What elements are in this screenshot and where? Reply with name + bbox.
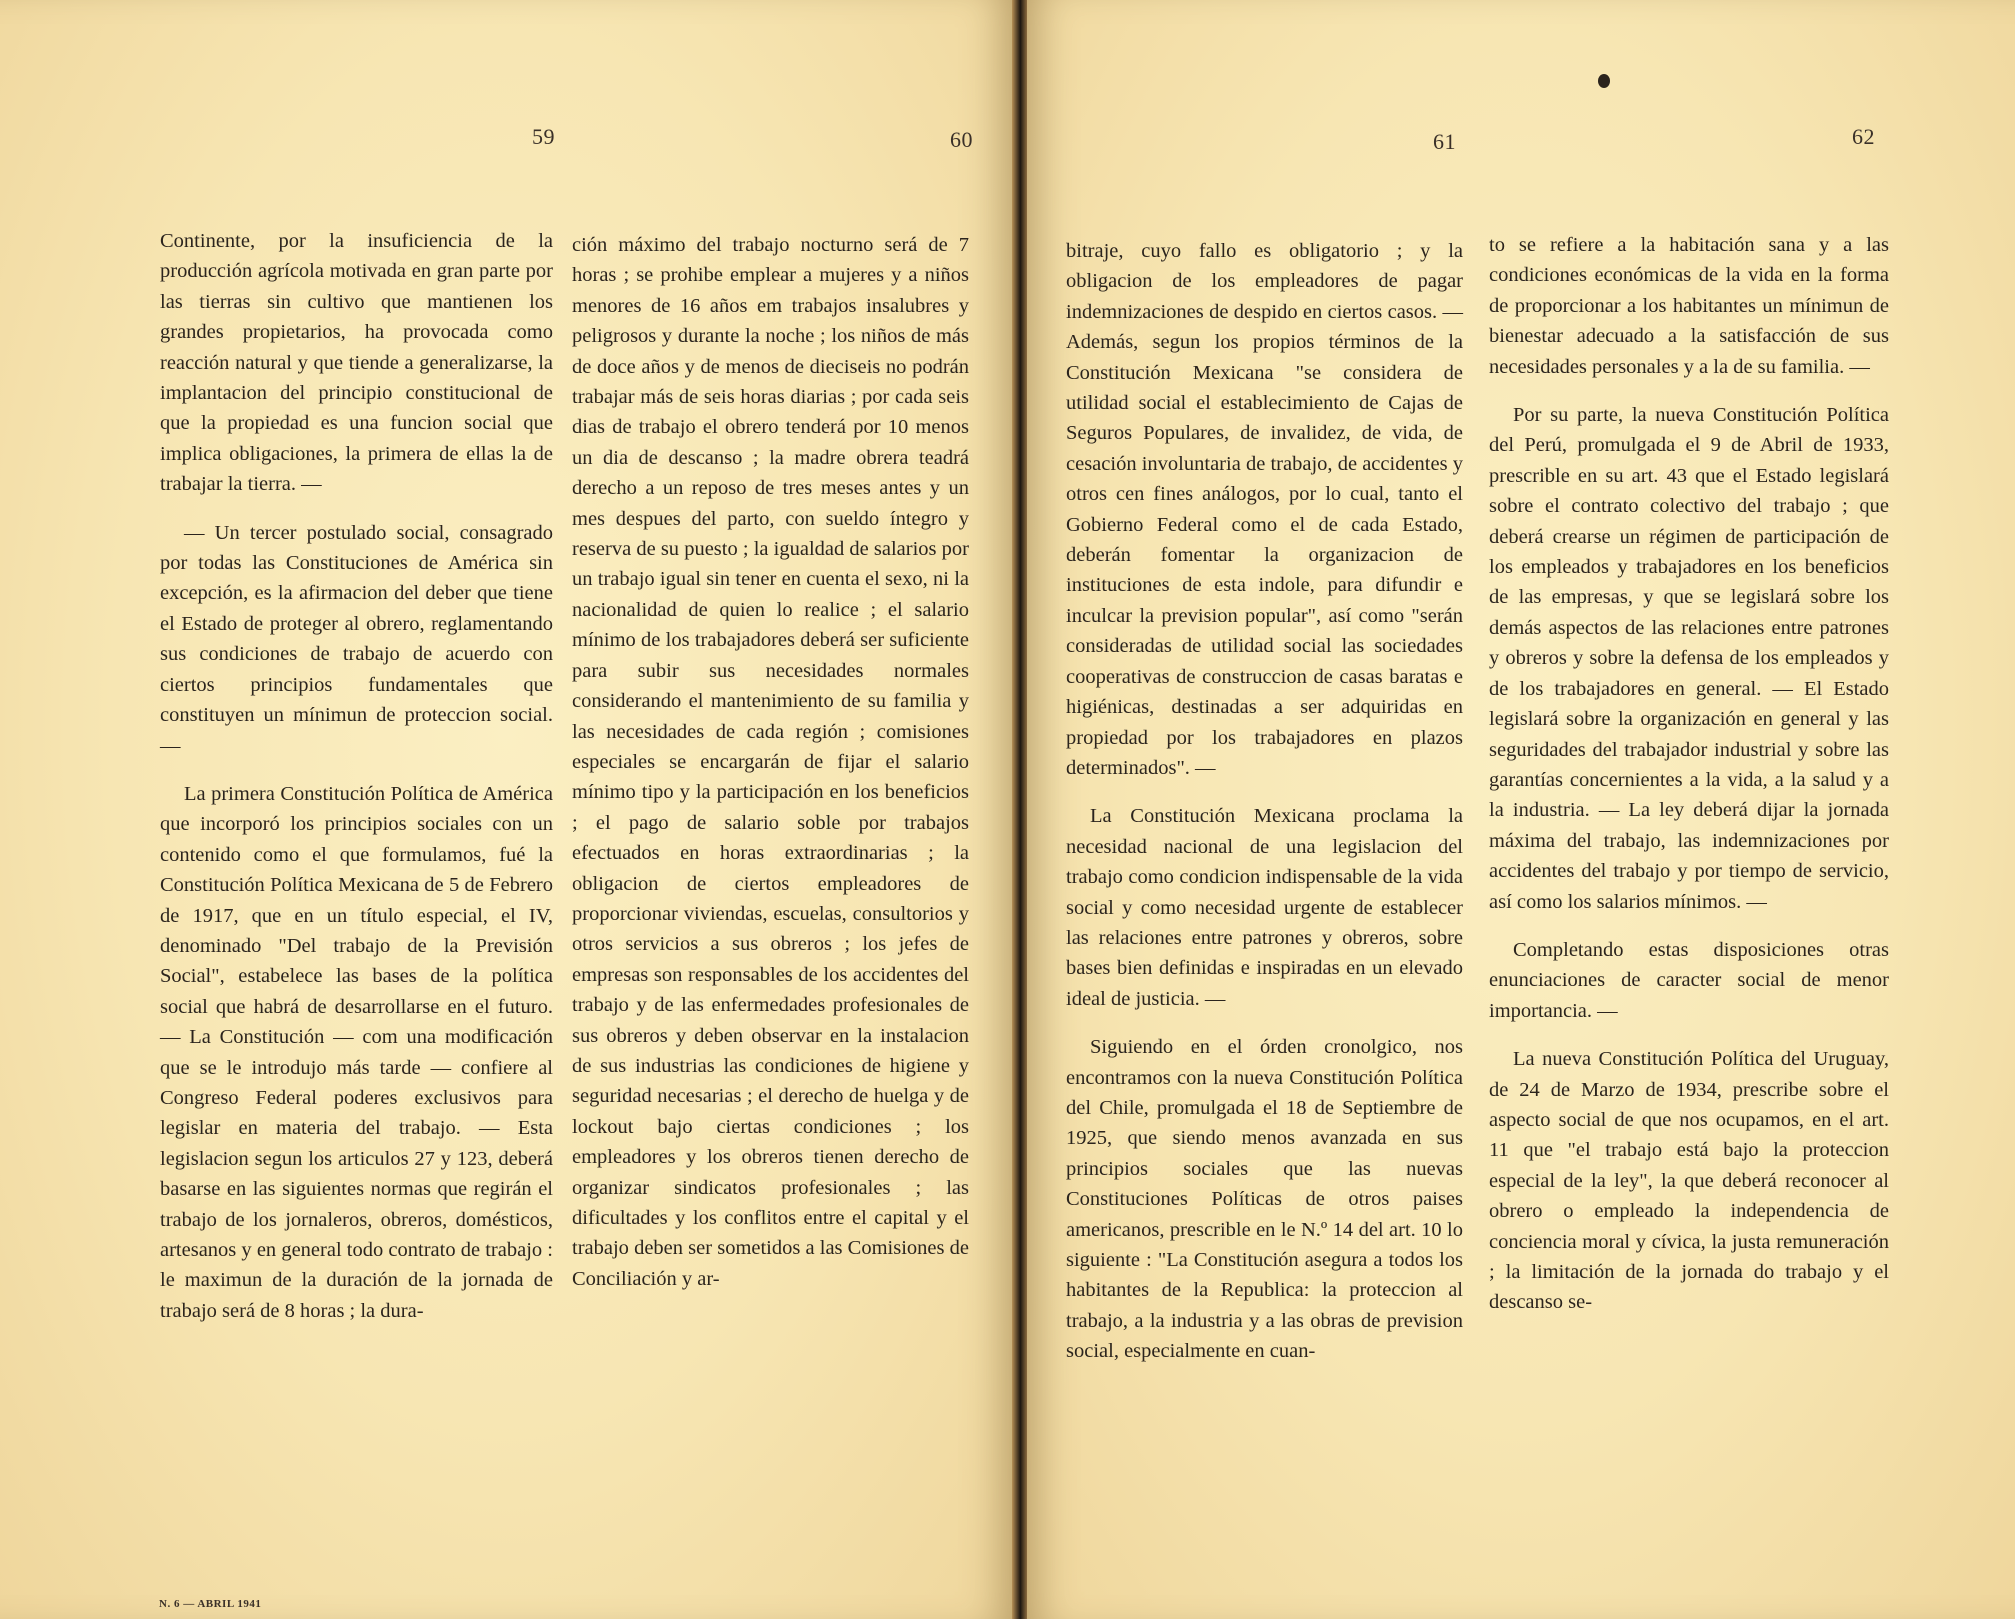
page-60-text	[572, 230, 969, 1312]
paragraph: La nueva Constitución Política del Uruguay, de 24 de Marzo de 1934, prescribe sobre el aspecto social de que nos ocupamos, en el art. 11 que "el trabajo está bajo la proteccion especial de la ley", la que deberá reconocer al obrero o empleado la independencia de conciencia moral y cívica, la justa remuneración ; la limitación de la jornada do trabajo y el descanso se-	[1489, 1048, 1889, 1314]
paragraph: ción máximo del trabajo nocturno será de 7 horas ; se prohibe emplear a mujeres y a niños menores de 16 años em trabajos insalubres y peligrosos y durante la noche ; los niños de más de doce años y de menos de dieciseis no podrán trabajar más de seis horas diarias ; por cada seis dias de trabajo el obrero tenderá por 10 menos un dia de descanso ; la madre obrera teadrá derecho a un reposo de tres meses antes y un mes despues del parto, con sueldo íntegro y reserva de su puesto ; la igualdad de salarios por un trabajo igual sin tener en cuenta el sexo, ni la nacionalidad de quien lo realice ; el salario mínimo de los trabajadores deberá ser suficiente para subir sus necesidades normales considerando el mantenimiento de su familia y las necesidades de cada región ; comisiones especiales se encargarán de fijar el salario mínimo tipo y la participación en los beneficios ; el pago de salario soble por trabajos efectuados en horas extraordinarias ; la obligacion de ciertos empleadores de proporcionar viviendas, escuelas, consultorios y otros servicios a sus obreros ; los jefes de empresas son responsables de los accidentes del trabajo y de las enfermedades profesionales de sus obreros y deben observar en la instalacion de sus industrias las condiciones de higiene y seguridad necesarias ; el derecho de huelga y de lockout bajo ciertas condiciones ; los empleadores y los obreros tienen derecho de organizar sindicatos profesionales ; las dificultades y los conflitos entre el capital y el trabajo deben ser sometidos a las Comisiones de Conciliación y ar-	[572, 234, 969, 1290]
page-number-60: 60	[950, 127, 973, 152]
paragraph: Completando estas disposiciones otras enunciaciones de caracter social de menor importancia. —	[1489, 938, 1889, 1022]
ink-spot	[1598, 74, 1610, 88]
page-62-text	[1489, 230, 1889, 1336]
paragraph: Por su parte, la nueva Constitución Política del Perú, promulgada el 9 de Abril de 1933, prescrible en su art. 43 que el Estado legislará sobre el contrato colectivo del trabajo ; que deberá crearse un régimen de participación de los empleados y trabajadores en los beneficios de las empresas, y que se legislará sobre los demás aspectos de las relaciones entre patrones y obreros y sobre la defensa de los empleados y de los trabajadores en general. — El Estado legislará sobre la organización en general y las seguridades del trabajador industrial y sobre las garantías concernientes a la vida, a la salud y a la industria. — La ley deberá dijar la jornada máxima del trabajo, las indemnizaciones por accidentes del trabajo y por tiempo de servicio, así como los salarios mínimos. —	[1489, 404, 1889, 913]
page-number-61: 61	[1433, 129, 1456, 154]
book-gutter	[1012, 0, 1027, 1619]
page-59-text	[160, 226, 553, 1344]
paragraph: La Constitución Mexicana proclama la necesidad nacional de una legislacion del trabajo como condicion indispensable de la vida social y como necesidad urgente de establecer las relaciones entre patrones y obreros, sobre bases bien definidas e inspiradas en un elevado ideal de justicia. —	[1066, 805, 1463, 1010]
paragraph: bitraje, cuyo fallo es obligatorio ; y la obligacion de los empleadores de pagar indemnizaciones de despido en ciertos casos. — Además, segun los propios términos de la Constitución Mexicana "se considera de utilidad social el establecimiento de Cajas de Seguros Populares, de invalidez, de vida, de cesación involuntaria de trabajo, de accidentes y otros cen fines análogos, por lo cual, tanto el Gobierno Federal como el de cada Estado, deberán fomentar la organizacion de instituciones de esta indole, para difundir e inculcar la prevision popular", así como "serán consideradas de utilidad social las sociedades cooperativas de construccion de casas baratas e higiénicas, destinadas a ser adquiridas en propiedad por los trabajadores en plazos determinados". —	[1066, 240, 1463, 779]
page-number-59: 59	[532, 124, 555, 149]
paragraph: — Un tercer postulado social, consagrado por todas las Constituciones de América sin excepción, es la afirmacion del deber que tiene el Estado de proteger al obrero, reglamentando sus condiciones de trabajo de acuerdo con ciertos principios fundamentales que constituyen un mínimun de proteccion social. —	[160, 521, 553, 757]
page-number-62: 62	[1852, 124, 1875, 149]
paragraph: to se refiere a la habitación sana y a las condiciones económicas de la vida en la forma de proporcionar a los habitantes un mínimun de bienestar adecuado a la satisfacción de sus necesidades personales y a la de su familia. —	[1489, 234, 1889, 378]
paragraph: Continente, por la insuficiencia de la producción agrícola motivada en gran parte por las tierras sin cultivo que mantienen los grandes propietarios, ha provocada como reacción natural y que tiende a generalizarse, la implantacion del principio constitucional de que la propiedad es una funcion social que implica obligaciones, la primera de ellas la de trabajar la tierra. —	[160, 230, 553, 496]
page-footer: N. 6 — ABRIL 1941	[159, 1598, 262, 1610]
page-61-text	[1066, 236, 1463, 1385]
paragraph: La primera Constitución Política de América que incorporó los principios sociales con un contenido como el que formulamos, fué la Constitución Política Mexicana de 5 de Febrero de 1917, que en un título especial, el IV, denominado "Del trabajo de la Previsión Social", estabelece las bases de la política social que habrá de desarrollarse en el futuro. — La Constitución — com una modificación que se le introdujo más tarde — confiere al Congreso Federal poderes exclusivos para legislar en materia del trabajo. — Esta legislacion segun los articulos 27 y 123, deberá basarse en las siguientes normas que regirán el trabajo de los jornaleros, obreros, domésticos, artesanos y en general todo contrato de trabajo : le maximun de la duración de la jornada de trabajo será de 8 horas ; la dura-	[160, 782, 553, 1322]
paragraph: Siguiendo en el órden cronolgico, nos encontramos con la nueva Constitución Política del Chile, promulgada el 18 de Septiembre de 1925, que siendo menos avanzada en sus principios sociales que las nuevas Constituciones Políticas de otros paises americanos, prescrible en le N.º 14 del art. 10 lo siguiente : "La Constitución asegura a todos los habitantes de la Republica: la proteccion al trabajo, a la industria y a las obras de prevision social, especialmente en cuan-	[1066, 1036, 1463, 1363]
